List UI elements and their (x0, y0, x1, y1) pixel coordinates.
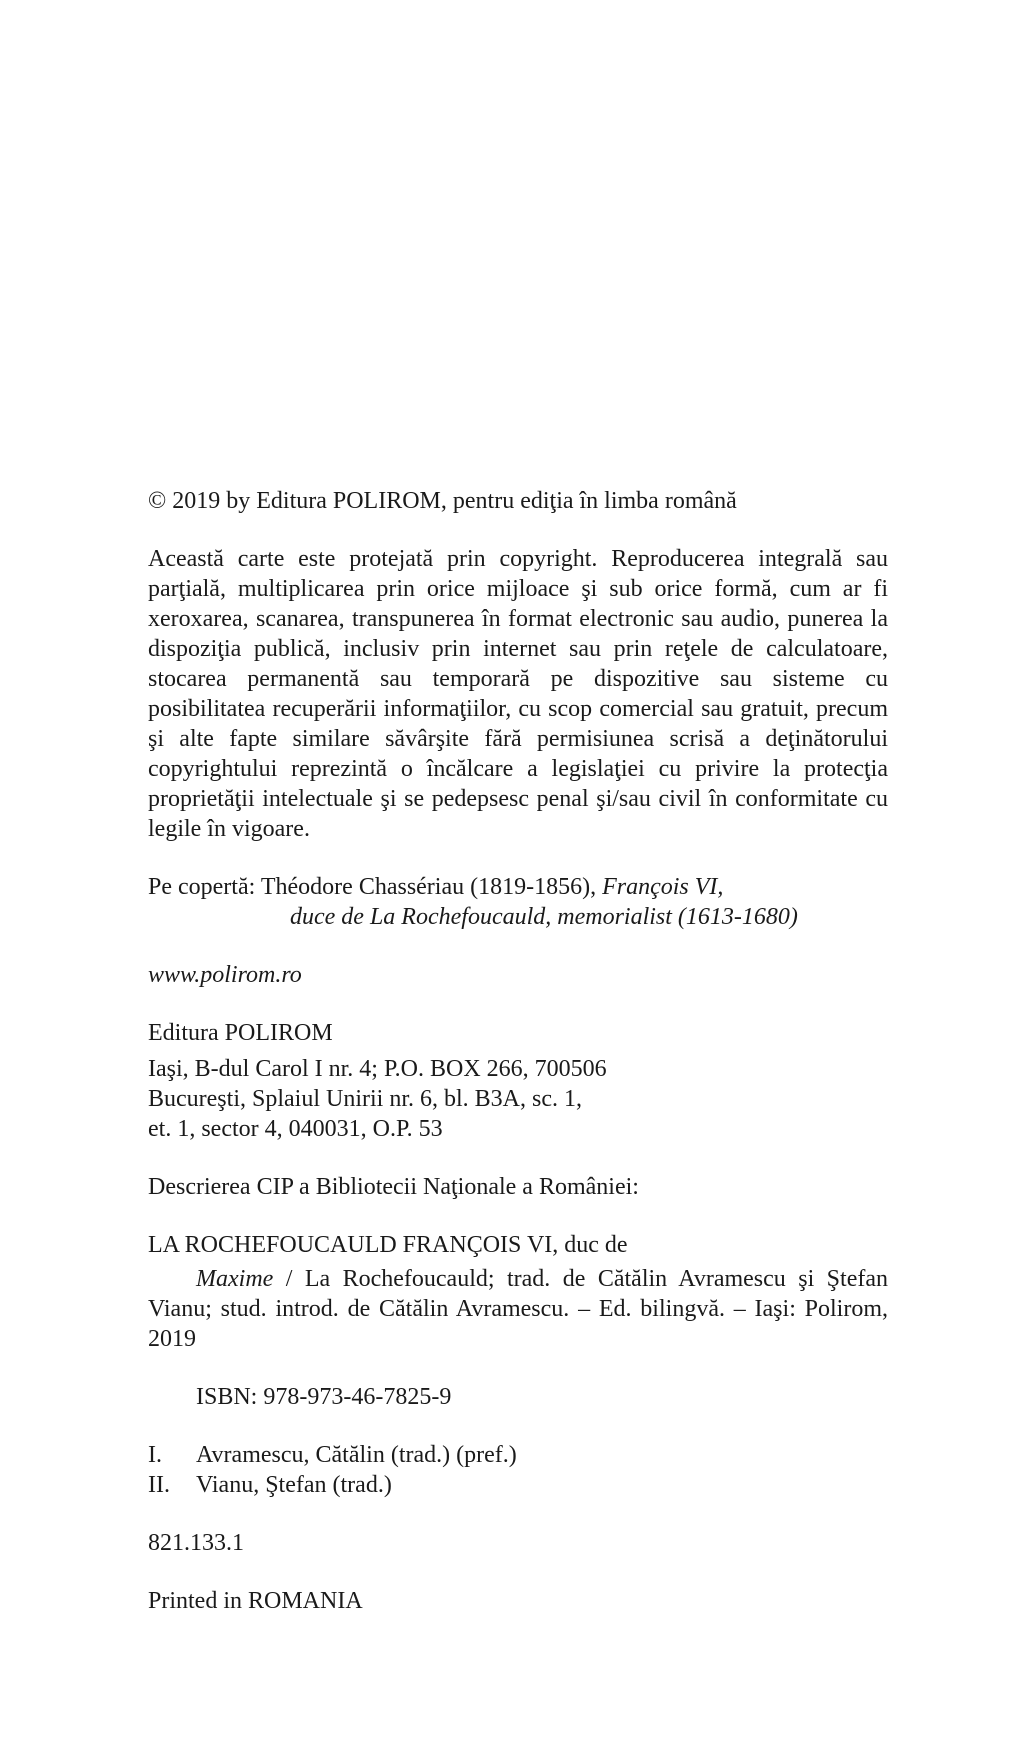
cip-title: Maxime (196, 1266, 274, 1292)
cip-heading: Descrierea CIP a Bibliotecii Naţionale a României: (148, 1174, 639, 1200)
cover-credit (148, 872, 888, 932)
cover-label: Pe copertă: (148, 874, 261, 900)
address-line: Iaşi, B-dul Carol I nr. 4; P.O. BOX 266, 700506 (148, 1056, 607, 1082)
index-text: Vianu, Ştefan (trad.) (196, 1472, 392, 1498)
udc-code: 821.133.1 (148, 1530, 244, 1556)
cover-title-part-1: François VI, (602, 874, 724, 900)
cover-credit-line-1 (148, 872, 888, 902)
index-entries (148, 1440, 888, 1500)
cover-artist: Théodore Chassériau (1819-1856), (260, 874, 603, 900)
address-line: et. 1, sector 4, 040031, O.P. 53 (148, 1116, 443, 1142)
index-text: Avramescu, Cătălin (trad.) (pref.) (196, 1442, 517, 1468)
index-number: I. (148, 1442, 162, 1468)
cip-description-text: / La Rochefoucauld; trad. de Cătălin Avramescu şi Ştefan Vianu; stud. introd. de Cătălin Avramescu. – Ed. bilingvă. – Iaşi: Polirom, 2019 (148, 1266, 888, 1352)
copyright-page (148, 486, 888, 1616)
publisher-address (148, 1054, 888, 1144)
address-line: Bucureşti, Splaiul Unirii nr. 6, bl. B3A, sc. 1, (148, 1086, 582, 1112)
printed-in: Printed in ROMANIA (148, 1588, 363, 1614)
index-number: II. (148, 1472, 170, 1498)
publisher-name: Editura POLIROM (148, 1020, 333, 1046)
copyright-notice: © 2019 by Editura POLIROM, pentru ediţia în limba română (148, 488, 737, 514)
cip-entry: LA ROCHEFOUCAULD FRANÇOIS VI, duc de (148, 1232, 628, 1258)
website-link[interactable]: www.polirom.ro (148, 962, 302, 988)
rights-notice: Această carte este protejată prin copyright. Reproducerea integrală sau parţială, multiplicarea prin orice mijloace şi sub orice formă, cum ar fi xeroxarea, scanarea, transpunerea în format electronic sau audio, punerea la dispoziţia publică, inclusiv prin internet sau prin reţele de calculatoare, stocarea permanentă sau temporară pe dispozitive sau sisteme cu posibilitatea recuperării informaţiilor, cu scop comercial sau gratuit, precum şi alte fapte similare săvârşite fără permisiunea scrisă a deţinătorului copyrightului reprezintă o încălcare a legislaţiei cu privire la protecţia proprietăţii intelectuale şi se pedepsesc penal şi/sau civil în conformitate cu legile în vigoare. (148, 546, 888, 842)
cover-title-part-2: duce de La Rochefoucauld, memorialist (1613-1680) (290, 904, 798, 930)
index-entry (148, 1440, 888, 1470)
isbn: ISBN: 978-973-46-7825-9 (196, 1384, 452, 1410)
index-entry (148, 1470, 888, 1500)
cip-description (148, 1264, 888, 1354)
